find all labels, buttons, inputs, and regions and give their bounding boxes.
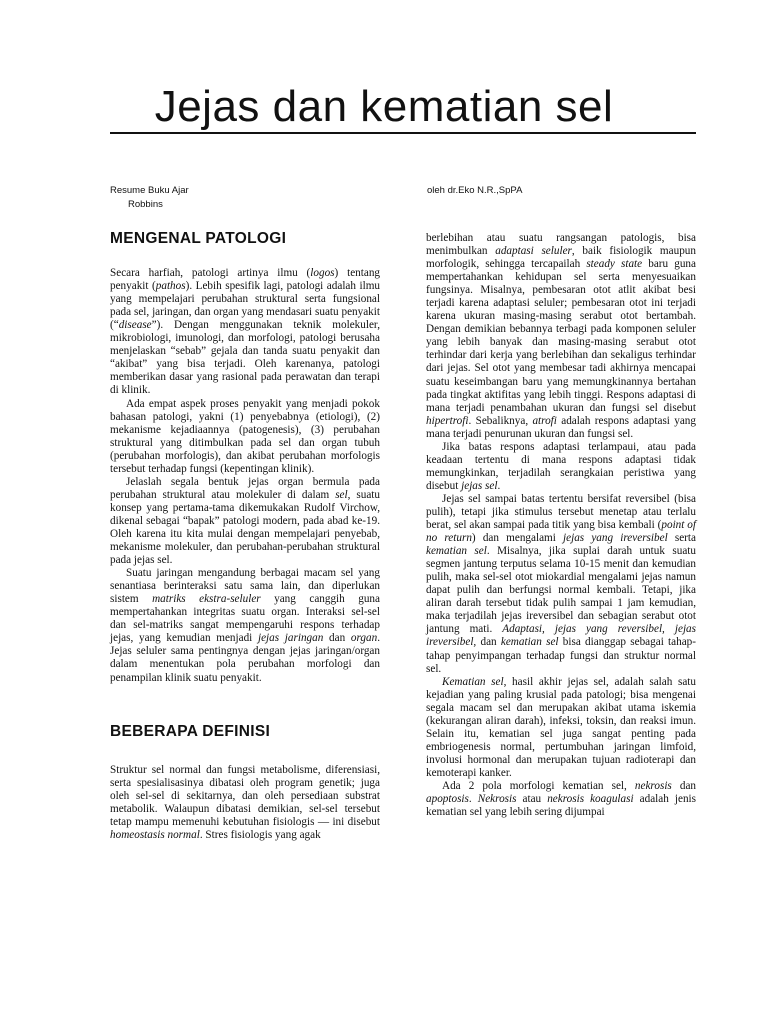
paragraph: Ada empat aspek proses penyakit yang menjadi pokok bahasan patologi, yakni (1) penyebabnya (etiologi), (2) mekanisme kejadiaannya (patogenesis), (3) perubahan struktural yang ditimbulkan pada sel dan organ tubuh (perubahan morfologis), dan akibat perubahan morfologis tersebut terhadap fungsi (kepentingan klinik). bbox=[110, 397, 380, 475]
document-title: Jejas dan kematian sel bbox=[154, 82, 614, 131]
left-column bbox=[110, 232, 380, 842]
author-line: oleh dr.Eko N.R.,SpPA bbox=[427, 185, 523, 196]
source-line-2: Robbins bbox=[128, 199, 163, 210]
source-line-1: Resume Buku Ajar bbox=[110, 185, 189, 196]
section-heading-mengenal-patologi: MENGENAL PATOLOGI bbox=[110, 230, 287, 247]
paragraph: berlebihan atau suatu rangsangan patologis, bisa menimbulkan adaptasi seluler, baik fisiologik maupun morfologik, sehingga tercapailah steady state baru guna mempertahankan kehidupan sel serta menyesuaikan fungsinya. Misalnya, pembesaran otot atlit akibat besi terjadi karena adaptasi seluler; pembesaran otot ini terjadi karena ukuran masing-masing serabut otot bertambah. Dengan demikian bebannya terbagi pada komponen seluler yang lebih banyak dan masing-masing serabut otot terhindar dari kerja yang berlebihan dan sekaligus terhindar dari jejas. Sel otot yang membesar tadi akhirnya mencapai suatu keseimbangan baru yang memungkinannya bertahan pada tingkat aktifitas yang lebih tinggi. Respons adaptasi di mana terjadi penambahan ukuran dan fungsi sel disebut hipertrofi. Sebaliknya, atrofi adalah respons adaptasi yang mana terjadi penurunan ukuran dan fungsi sel. bbox=[426, 232, 696, 440]
paragraph: Jika batas respons adaptasi terlampaui, atau pada keadaan tertentu di mana respons adaptasi tidak memungkinkan, terjadilah serangkaian peristiwa yang disebut jejas sel. bbox=[426, 440, 696, 492]
title-rule bbox=[110, 132, 696, 134]
paragraph: Jejas sel sampai batas tertentu bersifat reversibel (bisa pulih), tetapi jika stimulus tersebut menetap atau terlalu berat, sel akan sampai pada titik yang bisa kembali (point of no return) dan mengalami jejas yang ireversibel serta kematian sel. Misalnya, jika suplai darah untuk suatu segmen jantung terputus selama 10-15 menit dan kemudian pulih, maka sel-sel otot miokardial mengalami jejas namun dapat pulih dan berfungsi normal kembali. Tetapi, jika aliran darah tersebut tidak pulih sampai 1 jam kemudian, maka terjadilah jejas ireversibel dan sebagian serabut otot jantung mati. Adaptasi, jejas yang reversibel, jejas ireversibel, dan kematian sel bisa dianggap sebagai tahap-tahap penyimpangan terhadap fungsi dan struktur normal sel. bbox=[426, 492, 697, 675]
paragraph: Ada 2 pola morfologi kematian sel, nekrosis dan apoptosis. Nekrosis atau nekrosis koagulasi adalah jenis kematian sel yang lebih sering dijumpai bbox=[426, 779, 697, 819]
right-column bbox=[426, 232, 696, 819]
paragraph: Suatu jaringan mengandung berbagai macam sel yang senantiasa berinteraksi satu sama lain, dan diperlukan sistem matriks ekstra-seluler yang canggih guna mempertahankan integritas suatu organ. Interaksi sel-sel dan sel-matriks sangat mempengaruhi respons terhadap jejas, yang kemudian menjadi jejas jaringan dan organ. Jejas seluler sama pentingnya dengan jejas jaringan/organ dalam menentukan pola perubahan morfologi dan penampilan klinik suatu penyakit. bbox=[110, 567, 381, 684]
paragraph: Secara harfiah, patologi artinya ilmu (logos) tentang penyakit (pathos). Lebih spesifik lagi, patologi adalah ilmu yang mempelajari perubahan struktural serta fungsional pada sel, jaringan, dan organ yang mendasari suatu penyakit (“disease”). Dengan menggunakan teknik molekuler, mikrobiologi, imunologi, dan morfologi, patologi berusaha menjelaskan “sebab” gejala dan tanda suatu penyakit dan “akibat” yang bisa terjadi. Oleh karenanya, patologi memberikan dasar yang rasional pada perawatan dan terapi di klinik. bbox=[110, 267, 381, 397]
paragraph: Struktur sel normal dan fungsi metabolisme, diferensiasi, serta spesialisasinya dibatasi oleh program genetik; juga oleh sel-sel di sekitarnya, dan oleh persediaan substrat metabolik. Walaupun dibatasi demikian, sel-sel tersebut tetap mampu memenuhi kebutuhan fisiologis — ini disebut homeostasis normal. Stres fisiologis yang agak bbox=[110, 763, 380, 841]
section-heading-beberapa-definisi: BEBERAPA DEFINISI bbox=[110, 722, 271, 740]
paragraph: Jelaslah segala bentuk jejas organ bermula pada perubahan struktural atau molekuler di dalam sel, suatu konsep yang pertama-tama dikemukakan Rudolf Virchow, dikenal sebagai “bapak” patologi modern, pada abad ke-19. Oleh karena itu kita mulai dengan mempelajari penyebab, mekanisme molekuler, dan perubahan-perubahan struktural pada jejas sel. bbox=[110, 475, 380, 567]
paragraph: Kematian sel, hasil akhir jejas sel, adalah salah satu kejadian yang paling krusial pada patologi; bisa mengenai segala macam sel dan merupakan akibat utama iskemia (kekurangan aliran darah), infeksi, toksin, dan reaksi imun. Selain itu, kematian sel juga sangat penting pada embriogenesis normal, pertumbuhan jaringan limfoid, involusi hormonal dan merupakan tujuan radioterapi dan kemoterapi kanker. bbox=[426, 675, 696, 779]
book-source bbox=[110, 184, 189, 212]
